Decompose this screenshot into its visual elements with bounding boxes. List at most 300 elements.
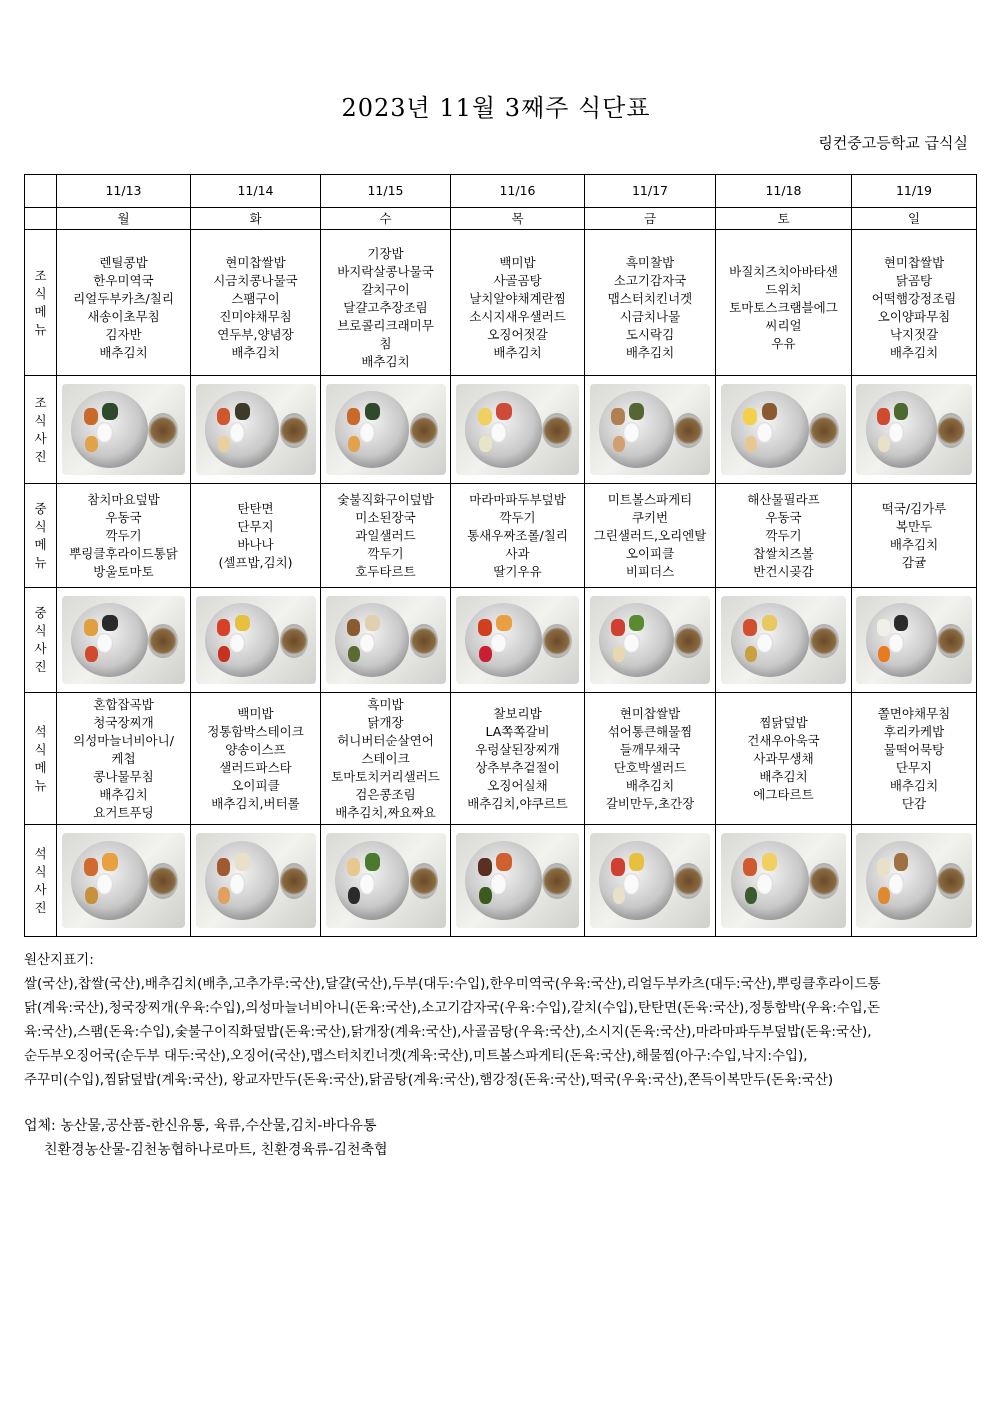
food-tray: [326, 833, 446, 928]
cell-line: 찹쌀치즈볼: [753, 545, 814, 561]
day-cell: 목: [451, 208, 585, 230]
dinner-menu-row: [25, 693, 977, 825]
cell-line: 의성마늘너비아니/: [73, 732, 174, 748]
plate: [866, 603, 937, 677]
side-dish: [235, 615, 250, 631]
cell-line: 과일샐러드: [355, 527, 416, 543]
plate: [731, 391, 809, 468]
meal-photo: [57, 588, 191, 693]
cell-line: 양송이스프: [225, 741, 286, 757]
rice: [888, 633, 904, 654]
meal-photo: [585, 825, 716, 937]
date-cell: 11/15: [321, 175, 451, 208]
cell-line: 메: [34, 303, 47, 319]
row-label: [25, 376, 57, 484]
side-dish: [102, 403, 117, 420]
cell-line: 드위치: [765, 281, 802, 297]
rice: [756, 422, 773, 443]
rice: [96, 422, 113, 443]
food-tray: [456, 596, 580, 684]
cell-line: 백미밥: [237, 705, 274, 721]
cell-line: 숯불직화구이덮밥: [337, 491, 434, 507]
soup-bowl: [809, 863, 839, 899]
cell-line: 바지락살콩나물국: [337, 263, 434, 279]
meal-photo: [716, 376, 852, 484]
side-dish: [878, 436, 889, 453]
meal-photo: [585, 376, 716, 484]
date-cell: 11/13: [57, 175, 191, 208]
meal-photo: [57, 825, 191, 937]
cell-line: 단무지: [237, 518, 274, 534]
rice: [229, 422, 245, 443]
plate: [599, 391, 674, 468]
cell-line: 배추김치,야쿠르트: [467, 795, 568, 811]
cell-line: 소고기감자국: [613, 272, 687, 288]
cell-line: 브로콜리크래미무: [337, 317, 434, 333]
plate: [205, 603, 279, 677]
rice: [756, 633, 773, 654]
cell-line: 찰보리밥: [493, 705, 542, 721]
cell-line: 새송이초무침: [87, 308, 160, 324]
date-cell: 11/14: [191, 175, 321, 208]
cell-line: 식: [34, 412, 47, 428]
meal-photo: [57, 376, 191, 484]
origin-line: 순두부오징어국(순두부 대두:국산),오징어(국산),맵스터치킨너겟(계육:국산),미트볼스파게티(돈육:국산),해물찜(아구:수입,낙지:수입),: [24, 1048, 808, 1064]
side-dish: [478, 408, 492, 425]
side-dish: [629, 615, 644, 631]
cell-line: 현미찹쌀밥: [225, 254, 286, 270]
side-dish: [218, 887, 230, 905]
side-dish: [894, 403, 908, 420]
plate: [335, 391, 409, 468]
plate: [71, 603, 148, 677]
soup-bowl: [809, 624, 839, 658]
plate: [866, 841, 937, 921]
cell-line: 정통함박스테이크: [207, 723, 304, 739]
menu-cell: [716, 693, 852, 825]
side-dish: [745, 436, 757, 453]
plate: [599, 603, 674, 677]
plate: [205, 391, 279, 468]
menu-cell: [451, 693, 585, 825]
menu-cell: [191, 484, 321, 588]
cell-line: 식: [34, 741, 47, 757]
side-dish: [102, 853, 117, 871]
side-dish: [762, 403, 778, 420]
soup-bowl: [542, 863, 572, 899]
cell-line: 석: [34, 723, 47, 739]
cell-line: 식: [34, 863, 47, 879]
row-label: [25, 693, 57, 825]
side-dish: [218, 646, 230, 662]
food-tray: [62, 384, 186, 475]
cell-line: 토마토스크램블에그: [729, 299, 838, 315]
cell-line: 백미밥: [499, 254, 536, 270]
cell-line: 바나나: [237, 536, 274, 552]
day-row: [25, 208, 977, 230]
menu-cell: [57, 230, 191, 376]
soup-bowl: [148, 413, 178, 448]
cell-line: 그린샐러드,오리엔탈: [593, 527, 707, 543]
rice: [229, 873, 245, 895]
cell-line: 메: [34, 759, 47, 775]
food-tray: [590, 384, 711, 475]
plate: [599, 841, 674, 921]
side-dish: [478, 858, 492, 876]
cell-line: 뿌링클후라이드통닭: [69, 545, 178, 561]
day-cell: 화: [191, 208, 321, 230]
cell-line: 허니버터순살연어: [337, 732, 434, 748]
cell-line: 사과: [505, 545, 530, 561]
cell-line: 맵스터치킨너겟: [607, 290, 693, 306]
cell-line: 반건시곶감: [753, 563, 814, 579]
cell-line: 씨리얼: [765, 317, 802, 333]
rice: [490, 633, 507, 654]
side-dish: [613, 436, 625, 453]
cell-line: 배추김치: [889, 536, 939, 552]
cell-line: 뉴: [34, 321, 47, 337]
cell-line: 비피더스: [625, 563, 675, 579]
cell-line: 사골곰탕: [493, 272, 542, 288]
plate: [335, 603, 409, 677]
corner-cell: [25, 175, 57, 208]
cell-line: 어떡햄강정조림: [871, 290, 957, 306]
meal-photo: [585, 588, 716, 693]
cell-line: 배추김치: [759, 768, 808, 784]
side-dish: [743, 408, 757, 425]
school-name: 링컨중고등학교 급식실: [818, 134, 968, 152]
meal-photo: [451, 588, 585, 693]
cell-line: 단호박샐러드: [613, 759, 687, 775]
meal-photo: [716, 588, 852, 693]
cell-line: 김자반: [105, 326, 142, 342]
plate: [205, 841, 279, 921]
date-row: [25, 175, 977, 208]
cell-line: 리얼두부카츠/칠리: [73, 290, 174, 306]
cell-line: 토마토치커리샐러드: [331, 768, 440, 784]
food-tray: [196, 384, 316, 475]
side-dish: [613, 887, 625, 905]
meal-photo: [852, 376, 977, 484]
cell-line: 뉴: [34, 777, 47, 793]
cell-line: 우렁살된장찌개: [475, 741, 560, 757]
cell-line: 통새우짜조롤/칠리: [467, 527, 568, 543]
food-tray: [590, 596, 711, 684]
side-dish: [85, 436, 97, 453]
side-dish: [365, 853, 380, 871]
cell-line: 바질치즈치아바타샌: [729, 263, 838, 279]
side-dish: [762, 615, 778, 631]
cell-line: 들깨무채국: [619, 741, 681, 757]
side-dish: [84, 408, 98, 425]
menu-cell: [852, 693, 977, 825]
cell-line: (셀프밥,김치): [218, 554, 293, 570]
meal-photo: [451, 825, 585, 937]
cell-line: 사: [34, 881, 47, 897]
side-dish: [894, 853, 908, 871]
vendor-info: [24, 1114, 388, 1162]
side-dish: [762, 853, 778, 871]
cell-line: 흑미찰밥: [625, 254, 675, 270]
food-tray: [721, 596, 847, 684]
cell-line: 오징어실채: [487, 777, 548, 793]
cell-line: 우동국: [765, 509, 802, 525]
meal-photo: [451, 376, 585, 484]
menu-cell: [321, 230, 451, 376]
side-dish: [496, 403, 511, 420]
cell-line: 조: [34, 267, 47, 283]
cell-line: 소시지새우샐러드: [469, 308, 566, 324]
menu-cell: [451, 230, 585, 376]
cell-line: 콩나물무침: [93, 768, 154, 784]
menu-cell: [321, 484, 451, 588]
cell-line: 닭개장: [367, 714, 404, 730]
cell-line: 사: [34, 641, 47, 656]
cell-line: 뉴: [34, 554, 47, 570]
food-tray: [326, 596, 446, 684]
food-tray: [456, 833, 580, 928]
cell-line: 배추김치,짜요짜요: [335, 804, 436, 820]
soup-bowl: [674, 624, 703, 658]
vendor-line: 친환경농산물-김천농협하나로마트, 친환경육류-김천축협: [44, 1142, 388, 1158]
meal-photo: [321, 376, 451, 484]
cell-line: 물떡어묵탕: [883, 741, 945, 757]
soup-bowl: [674, 863, 703, 899]
cell-line: 침: [379, 335, 392, 351]
day-cell: 일: [852, 208, 977, 230]
cell-line: 오징어젓갈: [487, 326, 548, 342]
cell-line: 갈치구이: [361, 281, 410, 297]
breakfast-menu-row: [25, 230, 977, 376]
food-tray: [196, 596, 316, 684]
cell-line: 기장밥: [367, 245, 404, 261]
plate: [71, 841, 148, 921]
soup-bowl: [148, 624, 178, 658]
origin-heading: 원산지표기:: [24, 952, 94, 968]
side-dish: [611, 858, 624, 876]
side-dish: [629, 403, 644, 420]
menu-cell: [321, 693, 451, 825]
menu-cell: [585, 484, 716, 588]
cell-line: 검은콩조림: [355, 786, 416, 802]
side-dish: [235, 853, 250, 871]
soup-bowl: [674, 413, 703, 448]
side-dish: [479, 436, 491, 453]
cell-line: 식: [34, 285, 47, 301]
meal-photo: [852, 588, 977, 693]
cell-line: 한우미역국: [93, 272, 154, 288]
cell-line: 딸기우유: [493, 563, 542, 579]
side-dish: [496, 615, 511, 631]
rice: [359, 633, 375, 654]
side-dish: [878, 646, 889, 662]
cell-line: 요거트푸딩: [93, 804, 154, 820]
date-cell: 11/19: [852, 175, 977, 208]
cell-line: 스테이크: [361, 750, 410, 766]
side-dish: [611, 408, 624, 425]
cell-line: 식: [34, 623, 47, 638]
cell-line: 쿠키번: [631, 509, 669, 525]
cell-line: 배추김치: [231, 344, 280, 360]
cell-line: 스팸구이: [231, 290, 280, 306]
food-tray: [721, 384, 847, 475]
menu-cell: [716, 484, 852, 588]
food-tray: [456, 384, 580, 475]
row-label: [25, 230, 57, 376]
cell-line: 중: [34, 605, 47, 620]
cell-line: 도시락김: [625, 326, 675, 342]
food-tray: [590, 833, 711, 928]
side-dish: [877, 408, 890, 425]
cell-line: 배추김치: [625, 344, 675, 360]
cell-line: 배추김치: [889, 344, 939, 360]
side-dish: [85, 887, 97, 905]
cell-line: 오이피클: [625, 545, 675, 561]
side-dish: [347, 858, 360, 876]
side-dish: [217, 858, 230, 876]
menu-cell: [852, 230, 977, 376]
side-dish: [217, 408, 230, 425]
plate: [465, 603, 542, 677]
side-dish: [347, 619, 360, 635]
origin-line: 쌀(국산),찹쌀(국산),배추김치(배추,고추가루:국산),달걀(국산),두부(대두:수입),한우미역국(우육:국산),리얼두부카츠(대두:국산),뿌링클후라이드통: [24, 976, 881, 992]
cell-line: 중: [34, 500, 47, 516]
cell-line: 현미찹쌀밥: [619, 705, 681, 721]
plate: [731, 603, 809, 677]
menu-cell: [191, 230, 321, 376]
meal-photo: [191, 376, 321, 484]
cell-line: 깍두기: [105, 527, 142, 543]
cell-line: 배추김치: [99, 786, 148, 802]
cell-line: 현미찹쌀밥: [883, 254, 945, 270]
cell-line: 샐러드파스타: [219, 759, 292, 775]
cell-line: 갈비만두,초간장: [605, 795, 695, 811]
plate: [465, 841, 542, 921]
side-dish: [102, 615, 117, 631]
soup-bowl: [280, 624, 309, 658]
soup-bowl: [937, 624, 965, 658]
row-label: [25, 825, 57, 937]
rice: [623, 422, 639, 443]
cell-line: 오이피클: [231, 777, 280, 793]
cell-line: 배추김치,버터롤: [211, 795, 300, 811]
soup-bowl: [148, 863, 178, 899]
side-dish: [217, 619, 230, 635]
cell-line: 진: [34, 659, 47, 674]
cell-line: 떡국/김가루: [881, 500, 947, 516]
menu-cell: [451, 484, 585, 588]
origin-line: 주꾸미(수입),찜닭덮밥(계육:국산), 왕교자만두(돈육:국산),닭곰탕(계육:국산),햄강정(돈육:국산),떡국(우육:국산),쫀득이복만두(돈육:국산): [24, 1072, 834, 1088]
cell-line: 사과무생채: [753, 750, 814, 766]
soup-bowl: [542, 413, 572, 448]
menu-cell: [57, 693, 191, 825]
cell-line: 연두부,양념장: [217, 326, 294, 342]
origin-notes: [24, 948, 974, 1092]
food-tray: [62, 596, 186, 684]
plate: [71, 391, 148, 468]
cell-line: 복만두: [895, 518, 933, 534]
soup-bowl: [280, 413, 309, 448]
cell-line: LA쪽쪽갈비: [485, 723, 550, 739]
cell-line: 배추김치: [361, 353, 410, 369]
menu-cell: [585, 693, 716, 825]
cell-line: 단무지: [895, 759, 933, 775]
meal-photo: [321, 588, 451, 693]
food-tray: [62, 833, 186, 928]
rice: [96, 873, 113, 895]
food-tray: [856, 384, 971, 475]
cell-line: 진: [34, 899, 47, 915]
rice: [756, 873, 773, 895]
cell-line: 방울토마토: [93, 563, 154, 579]
meal-photo: [852, 825, 977, 937]
cell-line: 케첩: [111, 750, 136, 766]
menu-cell: [191, 693, 321, 825]
cell-line: 달걀고추장조림: [343, 299, 428, 315]
cell-line: 배추김치: [493, 344, 542, 360]
soup-bowl: [809, 413, 839, 448]
soup-bowl: [542, 624, 572, 658]
cell-line: 진: [34, 448, 47, 464]
side-dish: [479, 887, 491, 905]
cell-line: 단감: [901, 795, 927, 811]
cell-line: 찜닭덮밥: [759, 714, 808, 730]
side-dish: [877, 858, 890, 876]
side-dish: [348, 646, 360, 662]
meal-photo: [191, 588, 321, 693]
side-dish: [877, 619, 890, 635]
side-dish: [613, 646, 625, 662]
soup-bowl: [410, 413, 439, 448]
cell-line: 배추김치: [99, 344, 148, 360]
cell-line: 후리카케밥: [883, 723, 945, 739]
corner-cell: [25, 208, 57, 230]
date-cell: 11/18: [716, 175, 852, 208]
side-dish: [348, 887, 360, 905]
rice: [888, 422, 904, 443]
breakfast-photo-row: [25, 376, 977, 484]
origin-line: 육:국산),스팸(돈육:수입),숯불구이직화덮밥(돈육:국산),닭개장(계육:국산),사골곰탕(우육:국산),소시지(돈육:국산),마라마파두부덮밥(돈육:국산),: [24, 1024, 872, 1040]
cell-line: 배추김치: [889, 777, 939, 793]
menu-cell: [585, 230, 716, 376]
rice: [623, 633, 639, 654]
soup-bowl: [280, 863, 309, 899]
cell-line: 깍두기: [765, 527, 802, 543]
food-tray: [196, 833, 316, 928]
side-dish: [496, 853, 511, 871]
meal-photo: [716, 825, 852, 937]
side-dish: [745, 646, 757, 662]
cell-line: 혼합잡곡밥: [93, 696, 154, 712]
day-cell: 금: [585, 208, 716, 230]
day-cell: 토: [716, 208, 852, 230]
menu-cell: [57, 484, 191, 588]
side-dish: [365, 403, 380, 420]
menu-cell: [852, 484, 977, 588]
day-cell: 월: [57, 208, 191, 230]
side-dish: [894, 615, 908, 631]
cell-line: 흑미밥: [367, 696, 404, 712]
cell-line: 우유: [771, 335, 796, 351]
date-cell: 11/16: [451, 175, 585, 208]
cell-line: 탄탄면: [237, 500, 274, 516]
lunch-photo-row: [25, 588, 977, 693]
plate: [465, 391, 542, 468]
side-dish: [365, 615, 380, 631]
cell-line: 건새우아욱국: [747, 732, 820, 748]
cell-line: 상추부추겉절이: [475, 759, 560, 775]
side-dish: [84, 619, 98, 635]
